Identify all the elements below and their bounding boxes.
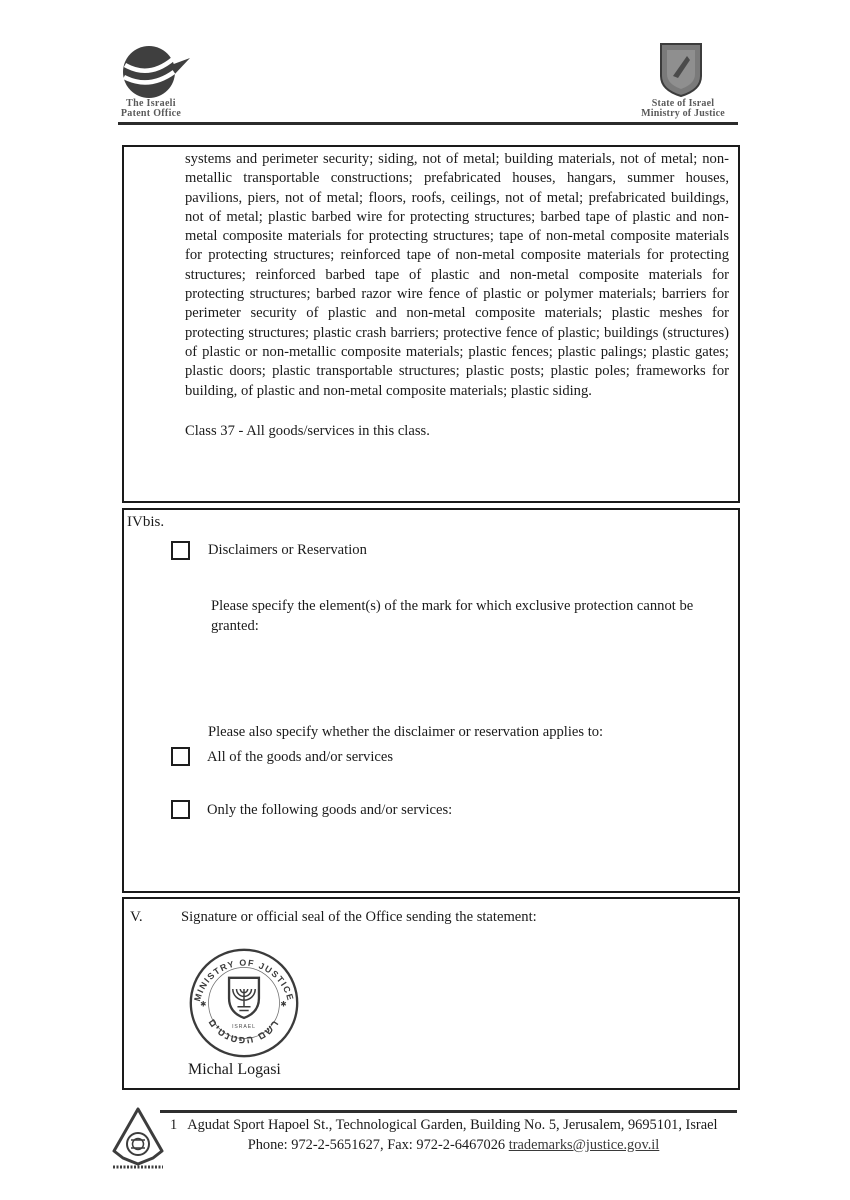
seal-israel-text: ISRAEL	[232, 1024, 256, 1031]
trademarks-email-link[interactable]: trademarks@justice.gov.il	[508, 1137, 660, 1153]
specify-elements-instruction: Please specify the element(s) of the mark for which exclusive protection cannot be granted:	[211, 598, 694, 634]
ministry-caption-line1: State of Israel	[651, 98, 715, 109]
seal-menorah-icon	[233, 989, 255, 1010]
all-goods-checkbox-label: All of the goods and/or services	[207, 749, 394, 765]
footer-phone-text: Phone: 972-2-5651627, Fax: 972-2-6467026	[247, 1137, 506, 1153]
only-following-checkbox-label: Only the following goods and/or services:	[207, 802, 453, 818]
disclaimers-checkbox[interactable]	[171, 541, 190, 560]
signature-name: Michal Logasi	[188, 1061, 281, 1078]
disclaimers-checkbox-label: Disclaimers or Reservation	[208, 542, 367, 558]
patent-office-footer-emblem-icon	[111, 1106, 165, 1170]
seal-bottom-text: רשם הפטנטים	[205, 1017, 283, 1047]
seal-star-right: ✱	[280, 999, 287, 1009]
only-following-checkbox[interactable]	[171, 800, 190, 819]
footnote-number: 1	[170, 1117, 178, 1133]
footer-contact-block	[170, 1115, 737, 1155]
seal-star-left: ✱	[200, 999, 207, 1009]
ivbis-section-box	[122, 508, 740, 893]
signature-section-box	[122, 897, 740, 1090]
patent-office-caption-line1: The Israeli	[126, 98, 176, 109]
footer-address-text: Agudat Sport Hapoel St., Technological Garden, Building No. 5, Jerusalem, 9695101, Israel	[187, 1117, 718, 1133]
footer-address-line	[170, 1115, 737, 1135]
seal-top-text: MINISTRY OF JUSTICE	[192, 957, 296, 1003]
goods-services-box	[122, 145, 740, 503]
ministry-of-justice-emblem-icon	[657, 42, 705, 98]
ministry-of-justice-seal-icon	[188, 947, 300, 1059]
signature-section-title: Signature or official seal of the Office sending the statement:	[181, 909, 537, 925]
ministry-caption	[628, 99, 738, 119]
goods-services-paragraph: systems and perimeter security; siding, not of metal; building materials, not of metal; non-metallic transportable constructions; prefabricated houses, hangars, summer houses, pavilions, piers, not of metal; floors, roofs, ceilings, not of metal; prefabricated buildings, not of metal; plastic barbed wire for protecting structures; barbed tape of plastic and non-metal composite materials for protecting structures; tape of non-metal composite materials for protecting structures; reinforced tape of non-metal composite materials for protecting structures; reinforced barbed tape of plastic and non-metal composite materials for protecting structures; barbed razor wire fence of plastic or polymer materials; barriers for perimeter security of plastic and non-metal composite materials; plastic meshes for protecting structures; plastic crash barriers; protective fence of plastic; buildings (structures) of plastic or non-metallic composite materials; plastic fences; plastic palings; plastic gates; plastic doors; plastic transportable structures; plastic posts; plastic poles; frameworks for building, of plastic and non-metal composite materials; plastic siding.	[185, 151, 729, 399]
patent-office-caption	[108, 99, 194, 119]
footer-divider	[160, 1110, 737, 1113]
header-divider	[118, 122, 738, 125]
svg-text:רשם הפטנטים	[206, 1017, 283, 1046]
israeli-patent-office-logo-icon	[122, 44, 192, 100]
also-specify-instruction: Please also specify whether the disclaimer or reservation applies to:	[208, 724, 604, 740]
footer-phone-line	[170, 1135, 737, 1155]
class-37-line: Class 37 - All goods/services in this class.	[185, 422, 430, 439]
patent-office-caption-line2: Patent Office	[120, 108, 182, 119]
ministry-caption-line2: Ministry of Justice	[641, 108, 725, 119]
ivbis-section-label: IVbis.	[127, 514, 165, 530]
section-v-label: V.	[130, 909, 143, 925]
all-goods-checkbox[interactable]	[171, 747, 190, 766]
